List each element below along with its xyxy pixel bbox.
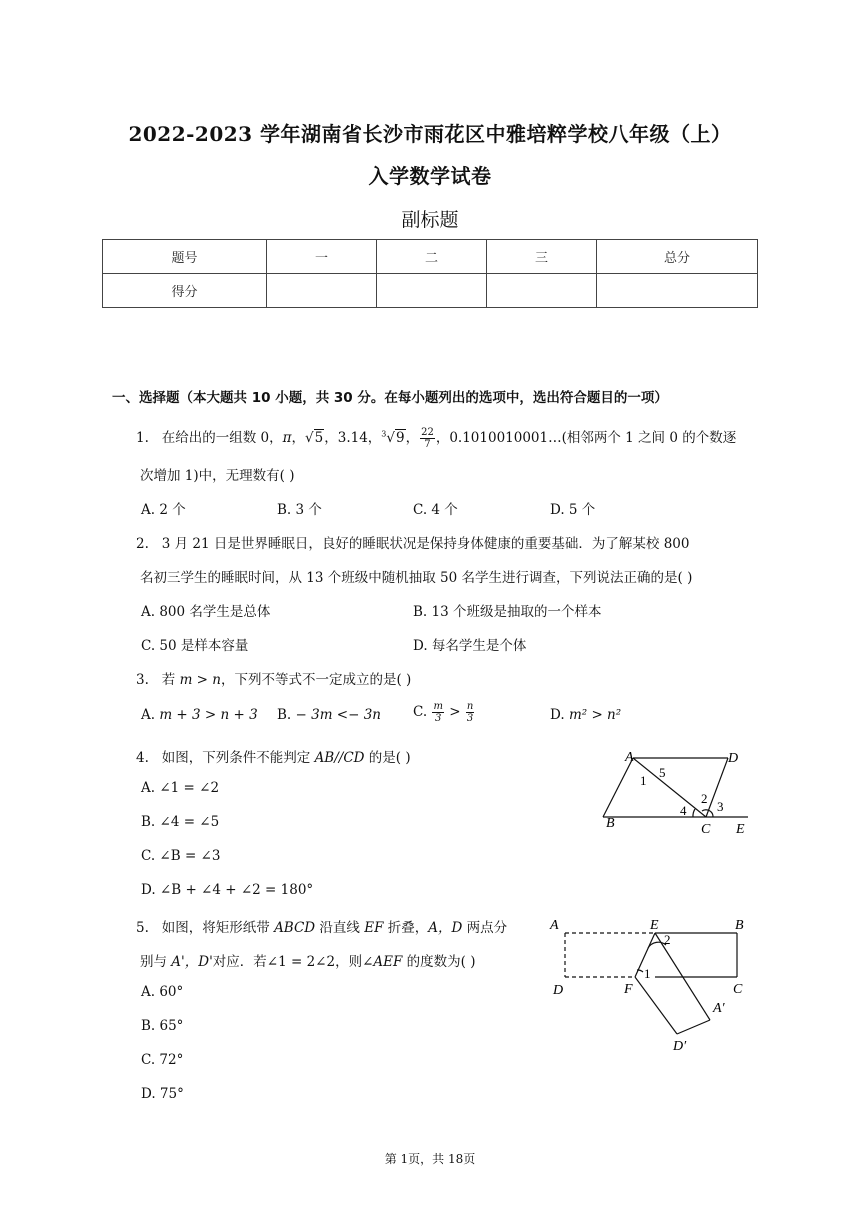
fig4-label-A: A	[625, 750, 634, 765]
fig5-label-A-prime: A′	[713, 1001, 725, 1016]
q4-option-c[interactable]: C. ∠B = ∠3	[141, 848, 221, 864]
q4-option-b[interactable]: B. ∠4 = ∠5	[141, 814, 220, 830]
score-input-cell[interactable]	[377, 274, 487, 308]
question-4-stem: 4. 如图，下列条件不能判定 AB//CD 的是( )	[136, 750, 411, 766]
page-footer: 第 1页，共 18页	[384, 1152, 476, 1166]
fig4-angle-4: 4	[680, 803, 687, 818]
section-heading: 一、选择题（本大题共 10 小题，共 30 分。在每小题列出的选项中，选出符合题目的一项）	[112, 390, 668, 406]
q5-option-c[interactable]: C. 72°	[141, 1052, 184, 1068]
fig4-angle-5: 5	[659, 765, 666, 780]
score-input-cell[interactable]	[487, 274, 597, 308]
fig4-label-C: C	[701, 822, 711, 837]
question-2-line2: 名初三学生的睡眠时间，从 13 个班级中随机抽取 50 名学生进行调查，下列说法正确的是( )	[140, 570, 693, 586]
q1-option-c[interactable]: C. 4 个	[413, 502, 458, 518]
score-table	[102, 239, 758, 308]
q2-option-a[interactable]: A. 800 名学生是总体	[141, 604, 271, 620]
q5-folded-strip-figure	[545, 912, 760, 1057]
fig5-label-B: B	[735, 918, 744, 933]
score-input-cell[interactable]	[267, 274, 377, 308]
q5-option-d[interactable]: D. 75°	[141, 1086, 184, 1102]
fig4-angle-1: 1	[640, 773, 647, 788]
q1-option-d[interactable]: D. 5 个	[550, 502, 596, 518]
question-2-line1: 2. 3 月 21 日是世界睡眠日，良好的睡眠状况是保持身体健康的重要基础．为了解某校 800	[136, 536, 690, 552]
q1-option-a[interactable]: A. 2 个	[141, 502, 186, 518]
score-row-label: 得分	[103, 274, 267, 308]
fig5-label-D-prime: D′	[673, 1039, 687, 1054]
q4-option-d[interactable]: D. ∠B + ∠4 + ∠2 = 180°	[141, 882, 314, 898]
fig4-label-B: B	[606, 816, 615, 831]
q2-option-d[interactable]: D. 每名学生是个体	[413, 638, 527, 654]
score-table-header-row	[103, 240, 758, 274]
q2-option-c[interactable]: C. 50 是样本容量	[141, 638, 249, 654]
q2-option-b[interactable]: B. 13 个班级是抽取的一个样本	[413, 604, 602, 620]
question-5-line1: 5. 如图，将矩形纸带 ABCD 沿直线 EF 折叠，A，D 两点分	[136, 920, 508, 936]
exam-title-line1: 2022-2023 学年湖南省长沙市雨花区中雅培粹学校八年级（上）	[128, 122, 732, 146]
question-5-line2: 别与 A'，D'对应．若∠1 = 2∠2，则∠AEF 的度数为( )	[140, 954, 476, 970]
q3-option-b[interactable]: B. − 3m <− 3n	[277, 707, 381, 723]
score-header-cell: 一	[267, 240, 377, 274]
score-header-cell: 总分	[597, 240, 758, 274]
fig4-label-D: D	[728, 751, 739, 766]
q1-option-b[interactable]: B. 3 个	[277, 502, 322, 518]
fig5-label-D: D	[553, 983, 564, 998]
score-input-cell[interactable]	[597, 274, 758, 308]
fig5-label-F: F	[624, 982, 633, 997]
score-header-cell: 题号	[103, 240, 267, 274]
question-1-line1: 1. 在给出的一组数 0，π，√5，3.14，$^3$√9， $\frac{22}{7}$ ，0.1010010001…(相邻两个 1 之间 0 的个数逐	[136, 427, 737, 450]
question-3-stem: 3. 若 m > n，下列不等式不一定成立的是( )	[136, 672, 412, 688]
q5-option-b[interactable]: B. 65°	[141, 1018, 184, 1034]
score-header-cell: 三	[487, 240, 597, 274]
exam-title-line2: 入学数学试卷	[368, 164, 492, 188]
q3-option-c[interactable]: C. $\frac{m}{3}$ > $\frac{n}{3}$	[413, 701, 474, 724]
exam-subtitle: 副标题	[401, 209, 459, 231]
q4-parallelogram-figure	[598, 745, 758, 840]
score-header-cell: 二	[377, 240, 487, 274]
q3-option-d[interactable]: D. m² > n²	[550, 707, 622, 723]
question-1-line2: 次增加 1)中，无理数有( )	[140, 468, 295, 484]
fig4-angle-2: 2	[701, 791, 708, 806]
q5-option-a[interactable]: A. 60°	[141, 984, 184, 1000]
fig4-label-E: E	[736, 822, 745, 837]
q3-option-a[interactable]: A. m + 3 > n + 3	[141, 707, 258, 723]
fig5-label-C: C	[733, 982, 743, 997]
fig5-angle-2: 2	[664, 932, 671, 947]
fig4-angle-3: 3	[717, 799, 724, 814]
fig5-label-E: E	[650, 918, 659, 933]
q4-option-a[interactable]: A. ∠1 = ∠2	[141, 780, 220, 796]
fig5-label-A: A	[550, 918, 559, 933]
fig5-angle-1: 1	[644, 966, 651, 981]
score-table-score-row	[103, 274, 758, 308]
